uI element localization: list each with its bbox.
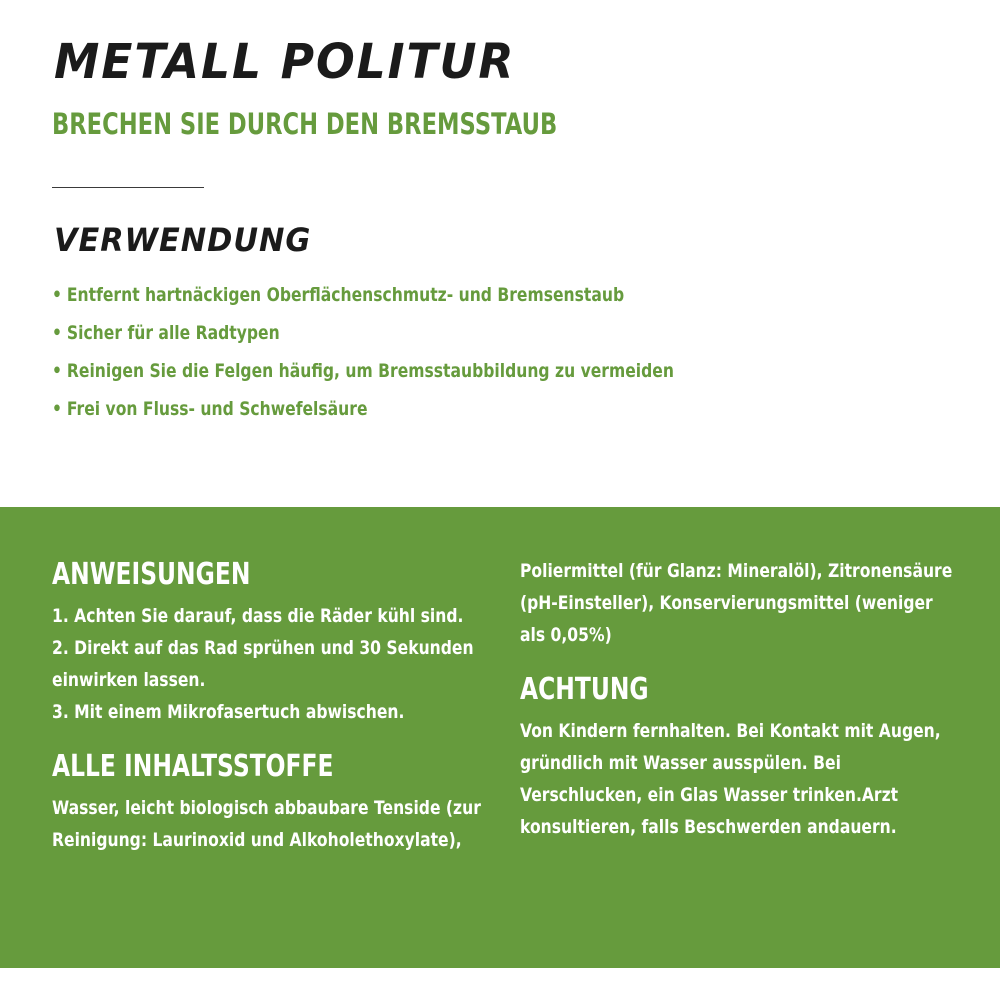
usage-item-text: Frei von Fluss- und Schwefelsäure — [66, 398, 368, 420]
bullet-dot-icon: • — [52, 284, 62, 306]
usage-item — [52, 392, 674, 430]
warning-line: gründlich mit Wasser ausspülen. Bei — [520, 752, 841, 774]
warning-text — [520, 715, 979, 843]
usage-item-text: Entfernt hartnäckigen Oberflächenschmutz- und Bremsenstaub — [66, 284, 625, 306]
ingredients-continued-text — [520, 555, 979, 651]
spacer — [520, 651, 1000, 665]
warning-line: konsultieren, falls Beschwerden andauern. — [520, 816, 897, 838]
instruction-line: 3. Mit einem Mikrofasertuch abwischen. — [52, 701, 405, 723]
usage-item — [52, 278, 674, 316]
ingredients-heading: ALLE INHALTSSTOFFE — [52, 749, 334, 784]
warning-line: Verschlucken, ein Glas Wasser trinken.Arzt — [520, 784, 899, 806]
bullet-dot-icon: • — [52, 398, 62, 420]
ingredients-text — [52, 792, 511, 856]
usage-heading: VERWENDUNG — [54, 221, 312, 259]
product-title: METALL POLITUR — [54, 34, 516, 90]
instructions-heading: ANWEISUNGEN — [52, 557, 251, 592]
usage-list — [52, 278, 810, 430]
instruction-line: 2. Direkt auf das Rad sprühen und 30 Sekunden — [52, 637, 474, 659]
warning-line: Von Kindern fernhalten. Bei Kontakt mit Augen, — [520, 720, 941, 742]
info-column-right — [520, 555, 1000, 843]
ingredient-line: Reinigung: Laurinoxid und Alkoholethoxylate), — [52, 829, 462, 851]
instructions-text — [52, 600, 511, 728]
instruction-line: einwirken lassen. — [52, 669, 206, 691]
bullet-dot-icon: • — [52, 360, 62, 382]
warning-heading: ACHTUNG — [520, 672, 649, 707]
bullet-dot-icon: • — [52, 322, 62, 344]
usage-item — [52, 354, 674, 392]
section-divider — [52, 187, 204, 188]
usage-item-text: Sicher für alle Radtypen — [66, 322, 280, 344]
usage-item-text: Reinigen Sie die Felgen häufig, um Bremsstaubbildung zu vermeiden — [66, 360, 674, 382]
product-tagline: BRECHEN SIE DURCH DEN BREMSSTAUB — [52, 107, 558, 141]
usage-item — [52, 316, 674, 354]
ingredient-line: (pH-Einsteller), Konservierungsmittel (weniger — [520, 592, 933, 614]
ingredient-line: Poliermittel (für Glanz: Mineralöl), Zitronensäure — [520, 560, 953, 582]
ingredient-line: als 0,05%) — [520, 624, 612, 646]
ingredient-line: Wasser, leicht biologisch abbaubare Tenside (zur — [52, 797, 481, 819]
instruction-line: 1. Achten Sie darauf, dass die Räder kühl sind. — [52, 605, 464, 627]
